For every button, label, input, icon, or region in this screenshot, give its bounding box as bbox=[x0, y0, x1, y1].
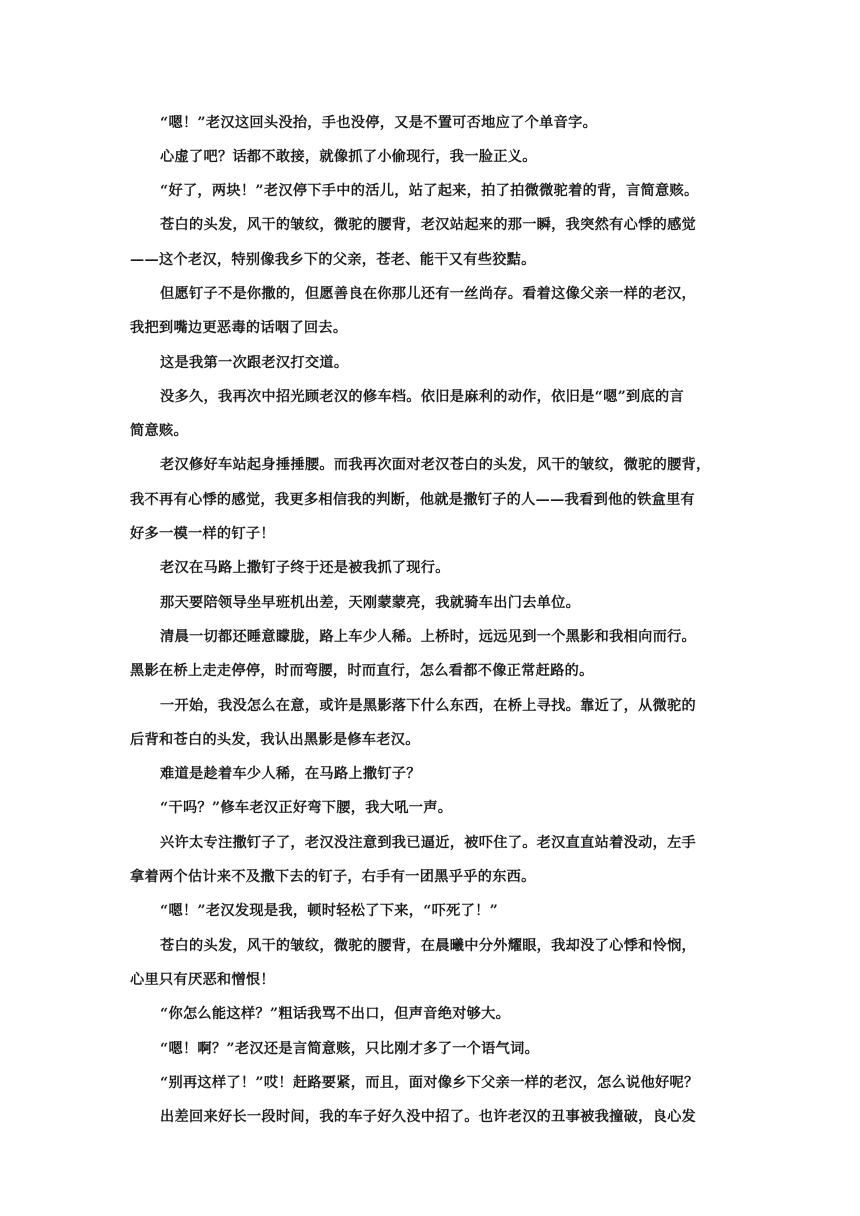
paragraph bbox=[130, 1032, 730, 1066]
paragraph bbox=[130, 757, 730, 791]
paragraph-line: 好多一模一样的钉子！ bbox=[130, 526, 275, 543]
paragraph bbox=[130, 791, 730, 825]
paragraph-line: 黑影在桥上走走停停，时而弯腰，时而直行，怎么看都不像正常赶路的。 bbox=[130, 663, 594, 680]
paragraph-line: 兴许太专注撒钉子了，老汉没注意到我已逼近，被吓住了。老汉直直站着没动，左手 bbox=[160, 834, 697, 851]
paragraph-line: 老汉在马路上撒钉子终于还是被我抓了现行。 bbox=[160, 560, 450, 577]
paragraph-line: “好了，两块！”老汉停下手中的活儿，站了起来，拍了拍微微驼着的背，言简意赅。 bbox=[160, 183, 699, 200]
paragraph-line: 老汉修好车站起身捶捶腰。而我再次面对老汉苍白的头发，风干的皱纹，微驼的腰背， bbox=[160, 457, 711, 474]
paragraph bbox=[130, 346, 730, 380]
paragraph-line: 难道是趁着车少人稀，在马路上撒钉子？ bbox=[160, 766, 421, 783]
paragraph bbox=[130, 174, 730, 208]
paragraph bbox=[130, 140, 730, 174]
paragraph bbox=[130, 1066, 730, 1100]
paragraph-line: ——这个老汉，特别像我乡下的父亲，苍老、能干又有些狡黠。 bbox=[130, 251, 536, 268]
paragraph-line: 苍白的头发，风干的皱纹，微驼的腰背，老汉站起来的那一瞬，我突然有心悸的感觉 bbox=[160, 217, 697, 234]
paragraph-line: 我把到嘴边更恶毒的话咽了回去。 bbox=[130, 320, 348, 337]
paragraph-line: “嗯！”老汉发现是我，顿时轻松了下来，“吓死了！” bbox=[160, 903, 499, 920]
paragraph-line: 后背和苍白的头发，我认出黑影是修车老汉。 bbox=[130, 731, 420, 748]
paragraph-line: 那天要陪领导坐早班机出差，天刚蒙蒙亮，我就骑车出门去单位。 bbox=[160, 594, 581, 611]
paragraph-line: 出差回来好长一段时间，我的车子好久没中招了。也许老汉的丑事被我撞破，良心发 bbox=[160, 1109, 697, 1126]
paragraph-line: “嗯！啊？”老汉还是言简意赅，只比刚才多了一个语气词。 bbox=[160, 1040, 540, 1057]
paragraph-line: “你怎么能这样？”粗话我骂不出口，但声音绝对够大。 bbox=[160, 1006, 511, 1023]
paragraph-line: 一开始，我没怎么在意，或许是黑影落下什么东西，在桥上寻找。靠近了，从微驼的 bbox=[160, 697, 697, 714]
paragraph bbox=[130, 826, 730, 895]
paragraph-line: 苍白的头发，风干的皱纹，微驼的腰背，在晨曦中分外耀眼，我却没了心悸和怜悯， bbox=[160, 937, 697, 954]
paragraph bbox=[130, 551, 730, 585]
paragraph bbox=[130, 929, 730, 998]
paragraph bbox=[130, 1100, 730, 1134]
paragraph-line: 清晨一切都还睡意矇胧，路上车少人稀。上桥时，远远见到一个黑影和我相向而行。 bbox=[160, 628, 697, 645]
paragraph bbox=[130, 380, 730, 449]
paragraph bbox=[130, 106, 730, 140]
paragraph-line: 这是我第一次跟老汉打交道。 bbox=[160, 354, 349, 371]
paragraph-line: 简意赅。 bbox=[130, 423, 188, 440]
paragraph bbox=[130, 277, 730, 346]
paragraph-line: “嗯！”老汉这回头没抬，手也没停，又是不置可否地应了个单音字。 bbox=[160, 114, 598, 131]
paragraph bbox=[130, 448, 730, 551]
paragraph-line: 拿着两个估计来不及撒下去的钉子，右手有一团黑乎乎的东西。 bbox=[130, 869, 536, 886]
paragraph bbox=[130, 208, 730, 277]
paragraph-line: “干吗？”修车老汉正好弯下腰，我大吼一声。 bbox=[160, 800, 453, 817]
paragraph bbox=[130, 620, 730, 689]
paragraph-line: 我不再有心悸的感觉，我更多相信我的判断，他就是撒钉子的人——我看到他的铁盒里有 bbox=[130, 491, 696, 508]
paragraph-line: “别再这样了！”哎！赶路要紧，而且，面对像乡下父亲一样的老汉，怎么说他好呢？ bbox=[160, 1074, 699, 1091]
paragraph bbox=[130, 997, 730, 1031]
paragraph-line: 心虚了吧？话都不敢接，就像抓了小偷现行，我一脸正义。 bbox=[160, 148, 537, 165]
paragraph bbox=[130, 894, 730, 928]
document-page bbox=[130, 106, 730, 1135]
paragraph-line: 但愿钉子不是你撒的，但愿善良在你那儿还有一丝尚存。看着这像父亲一样的老汉， bbox=[160, 285, 697, 302]
paragraph bbox=[130, 586, 730, 620]
paragraph bbox=[130, 689, 730, 758]
paragraph-line: 心里只有厌恶和憎恨！ bbox=[130, 971, 275, 988]
paragraph-line: 没多久，我再次中招光顾老汉的修车档。依旧是麻利的动作，依旧是“嗯”到底的言 bbox=[160, 388, 684, 405]
